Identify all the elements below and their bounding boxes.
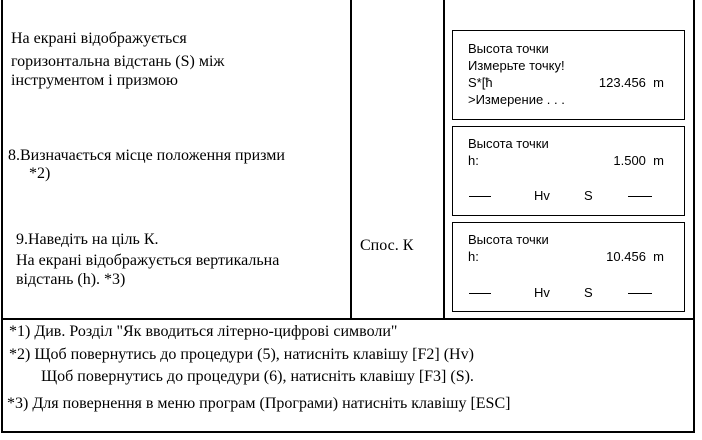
footnote-2: *2) Щоб повернутись до процедури (5), натисніть клавішу [F2] (Hv): [9, 346, 474, 363]
screen1-s-value: [599, 75, 664, 90]
footnote-1: *1) Див. Розділ "Як вводиться літерно-цифрові символи": [9, 323, 398, 340]
display-screen-1: [452, 30, 685, 120]
screen2-softkey-f1-blank: [469, 196, 491, 197]
display-screen-3: [452, 222, 685, 312]
screen2-softkey-f4-blank: [628, 196, 652, 197]
column-divider-2: [443, 0, 445, 319]
screen3-softkey-s: S: [584, 285, 593, 300]
screen2-h-value: [613, 153, 664, 168]
screen1-prompt: Измерьте точку!: [468, 58, 565, 73]
screen3-h-label: h:: [468, 249, 479, 264]
screen2-title: Высота точки: [468, 136, 549, 151]
screen3-height-value: 10.456: [606, 249, 646, 264]
footnote-2-continued: Щоб повернутись до процедури (6), натисніть клавішу [F3] (S).: [41, 368, 474, 385]
screen1-s-label: S*[ħ: [468, 75, 493, 90]
screen1-unit: m: [653, 75, 664, 90]
footnote-3: *3) Для повернення в меню програм (Програми) натисніть клавішу [ESC]: [7, 395, 511, 412]
screen2-h-label: h:: [468, 153, 479, 168]
screen1-distance-value: 123.456: [598, 75, 646, 90]
screen1-status: >Измерение . . .: [468, 92, 565, 107]
screen2-height-value: 1.500: [613, 153, 646, 168]
screen1-title: Высота точки: [468, 41, 549, 56]
screen3-softkey-f1-blank: [469, 293, 491, 294]
screen3-h-value: [606, 249, 664, 264]
row1-instruction-line2: горизонтальна відстань (S) між: [11, 53, 225, 70]
table-bottom-border: [1, 431, 695, 433]
screen2-softkey-s: S: [584, 188, 593, 203]
screen2-softkey-hv: Hv: [534, 188, 550, 203]
column-divider-1: [350, 0, 352, 319]
row3-instruction-line3: відстань (h). *3): [16, 271, 126, 288]
notes-divider: [1, 318, 695, 320]
row2-instruction-line2: *2): [29, 165, 51, 182]
screen3-softkey-f4-blank: [628, 293, 652, 294]
row3-key-label: Спос. К: [360, 237, 414, 254]
row2-instruction-line1: 8.Визначається місце положення призми: [8, 147, 285, 164]
display-screen-2: [452, 126, 685, 216]
table-right-border: [693, 0, 695, 433]
row1-instruction-line3: інструментом і призмою: [11, 72, 179, 89]
row1-instruction-line1: На екрані відображується: [11, 30, 187, 47]
screen3-unit: m: [653, 249, 664, 264]
table-left-border: [1, 0, 3, 433]
screen3-title: Высота точки: [468, 232, 549, 247]
screen2-unit: m: [653, 153, 664, 168]
screen3-softkey-hv: Hv: [534, 285, 550, 300]
row3-instruction-line1: 9.Наведіть на ціль К.: [16, 231, 159, 248]
row3-instruction-line2: На екрані відображується вертикальна: [16, 252, 280, 269]
